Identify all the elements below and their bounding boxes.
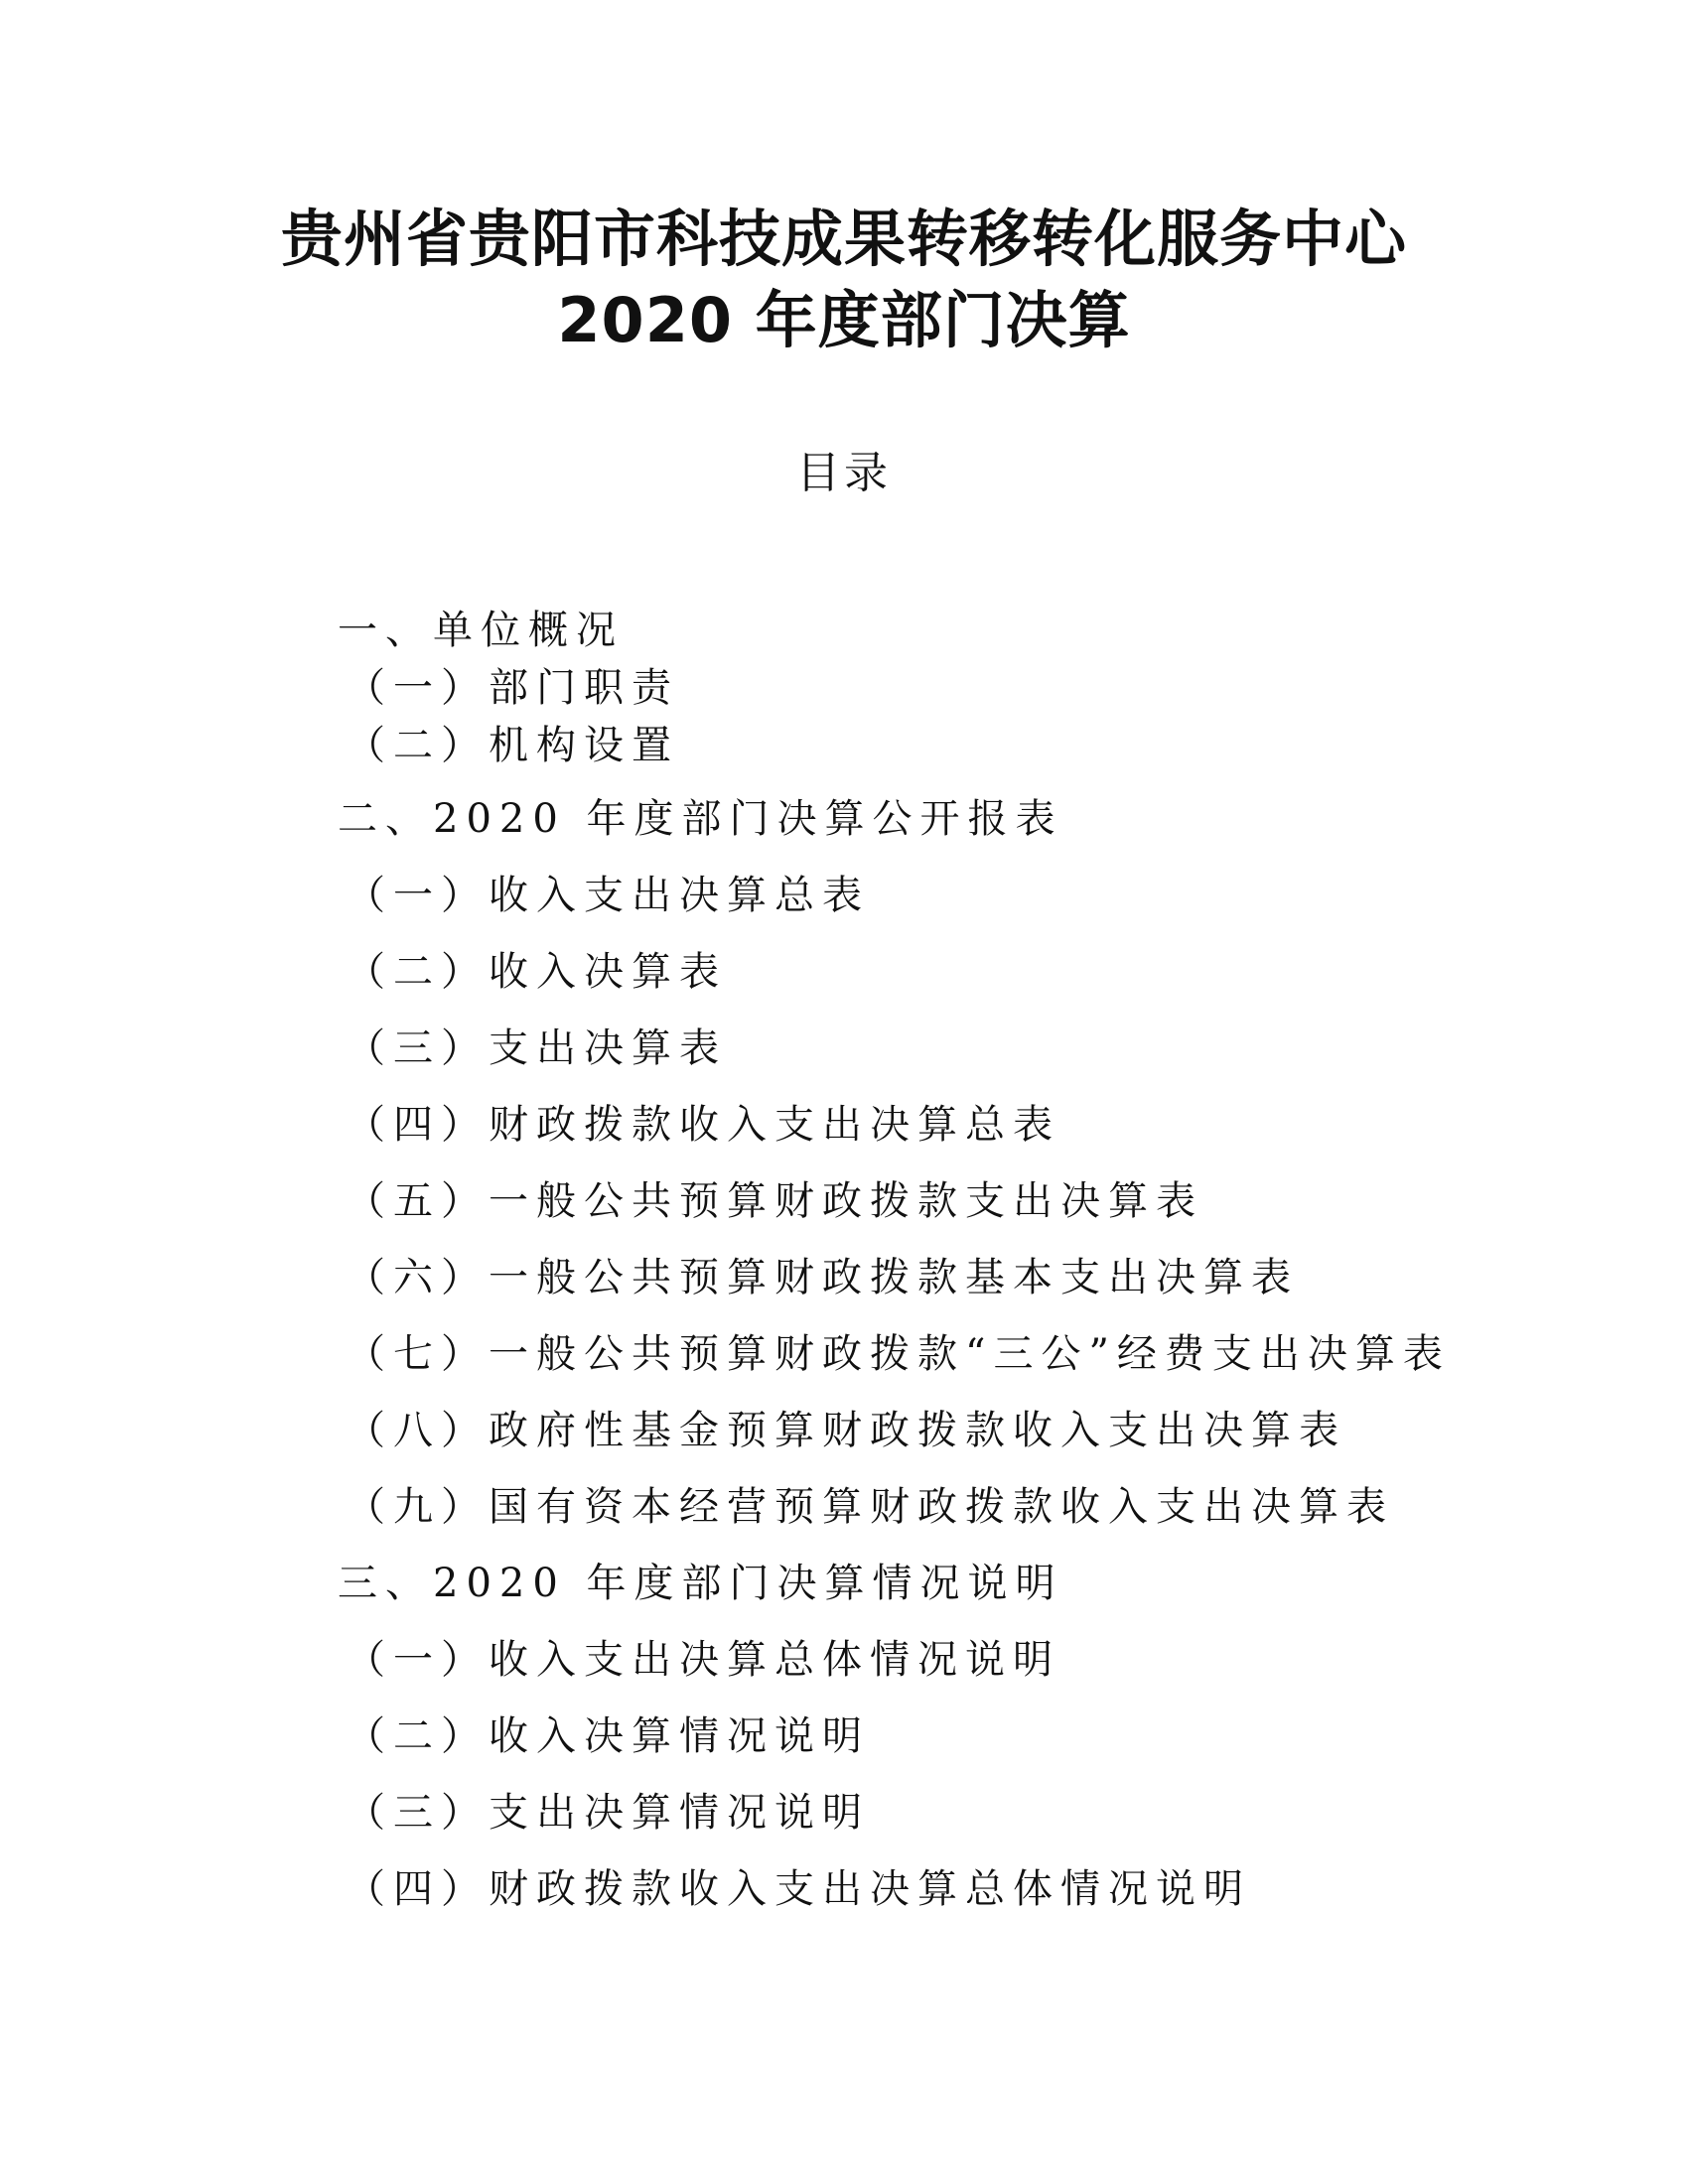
toc-heading: 目录 [796,448,892,498]
toc-item: （二）收入决算情况说明 [346,1713,870,1759]
toc-item: （六）一般公共预算财政拨款基本支出决算表 [346,1255,1299,1300]
toc-item: （一）收入支出决算总体情况说明 [346,1637,1060,1683]
toc-item: （二）收入决算表 [346,949,727,995]
toc-item: （七）一般公共预算财政拨款“三公”经费支出决算表 [346,1331,1451,1377]
toc-item: （一）收入支出决算总表 [346,873,870,918]
toc-item-section-1: 一、单位概况 [338,608,624,653]
toc-item: （三）支出决算情况说明 [346,1790,870,1836]
toc-item: （五）一般公共预算财政拨款支出决算表 [346,1178,1203,1224]
toc-item: （四）财政拨款收入支出决算总表 [346,1102,1060,1148]
toc-item-section-2: 二、2020 年度部门决算公开报表 [338,796,1063,842]
toc-item: （一）部门职责 [346,665,679,711]
toc-item: （九）国有资本经营预算财政拨款收入支出决算表 [346,1484,1394,1530]
toc-item: （四）财政拨款收入支出决算总体情况说明 [346,1866,1251,1912]
document-title-line2: 2020 年度部门决算 [557,284,1131,356]
toc-item: （八）政府性基金预算财政拨款收入支出决算表 [346,1408,1346,1453]
document-title-line1: 贵州省贵阳市科技成果转移转化服务中心 [280,203,1407,275]
toc-item-section-3: 三、2020 年度部门决算情况说明 [338,1561,1063,1606]
toc-item: （二）机构设置 [346,723,679,768]
toc-item: （三）支出决算表 [346,1025,727,1071]
